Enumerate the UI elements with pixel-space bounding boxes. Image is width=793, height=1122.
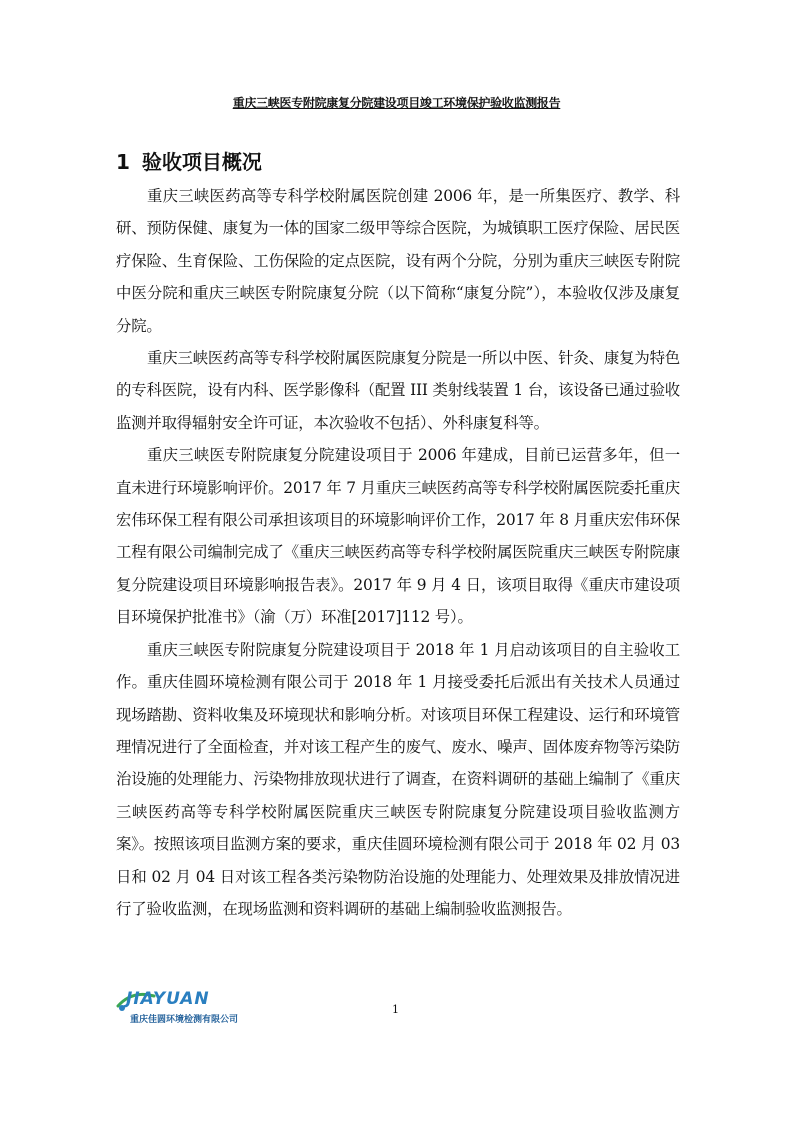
paragraph: 重庆三峡医药高等专科学校附属医院康复分院是一所以中医、针灸、康复为特色的专科医院，设有内科、医学影像科（配置 III 类射线装置 1 台，该设备已通过验收监测并取得辐射安全许可证，本次验收不包括）、外科康复科等。 (116, 349, 680, 432)
logo-wordmark: JIAYUAN (126, 989, 210, 1009)
company-logo (116, 988, 276, 1028)
paragraph: 重庆三峡医专附院康复分院建设项目于 2006 年建成，目前已运营多年，但一直未进行环境影响评价。2017 年 7 月重庆三峡医药高等专科学校附属医院委托重庆宏伟环保工程有限公司承担该项目的环境影响评价工作，2017 年 8 月重庆宏伟环保工程有限公司编制完成了《重庆三峡医药高等专科学校附属医院重庆三峡医专附院康复分院建设项目环境影响报告表》。2017 年 9 月 4 日，该项目取得《重庆市建设项目环境保护批准书》（渝（万）环准[2017]112 号）。 (116, 446, 680, 627)
section-number: 1 (116, 150, 130, 174)
paragraph: 重庆三峡医药高等专科学校附属医院创建 2006 年，是一所集医疗、教学、科研、预防保健、康复为一体的国家二级甲等综合医院，为城镇职工医疗保险、居民医疗保险、生育保险、工伤保险的定点医院，设有两个分院，分别为重庆三峡医专附院中医分院和重庆三峡医专附院康复分院（以下简称“康复分院”），本验收仅涉及康复分院。 (116, 187, 680, 335)
page-number: 1 (392, 1003, 399, 1016)
running-header: 重庆三峡医专附院康复分院建设项目竣工环境保护验收监测报告 (232, 96, 561, 110)
body-text (116, 180, 680, 925)
section-heading (116, 146, 262, 175)
paragraph: 重庆三峡医专附院康复分院建设项目于 2018 年 1 月启动该项目的自主验收工作。重庆佳圆环境检测有限公司于 2018 年 1 月接受委托后派出有关技术人员通过现场踏勘、资料收集及环境现状和影响分析。对该项目环保工程建设、运行和环境管理情况进行了全面检查，并对该工程产生的废气、废水、噪声、固体废弃物等污染防治设施的处理能力、污染物排放现状进行了调查，在资料调研的基础上编制了《重庆三峡医药高等专科学校附属医院重庆三峡医专附院康复分院建设项目验收监测方案》。按照该项目监测方案的要求，重庆佳圆环境检测有限公司于 2018 年 02 月 03 日和 02 月 04 日对该工程各类污染物防治设施的处理能力、处理效果及排放情况进行了验收监测，在现场监测和资料调研的基础上编制验收监测报告。 (116, 640, 680, 918)
section-title: 验收项目概况 (141, 150, 262, 174)
logo-company-name: 重庆佳圆环境检测有限公司 (130, 1015, 239, 1025)
